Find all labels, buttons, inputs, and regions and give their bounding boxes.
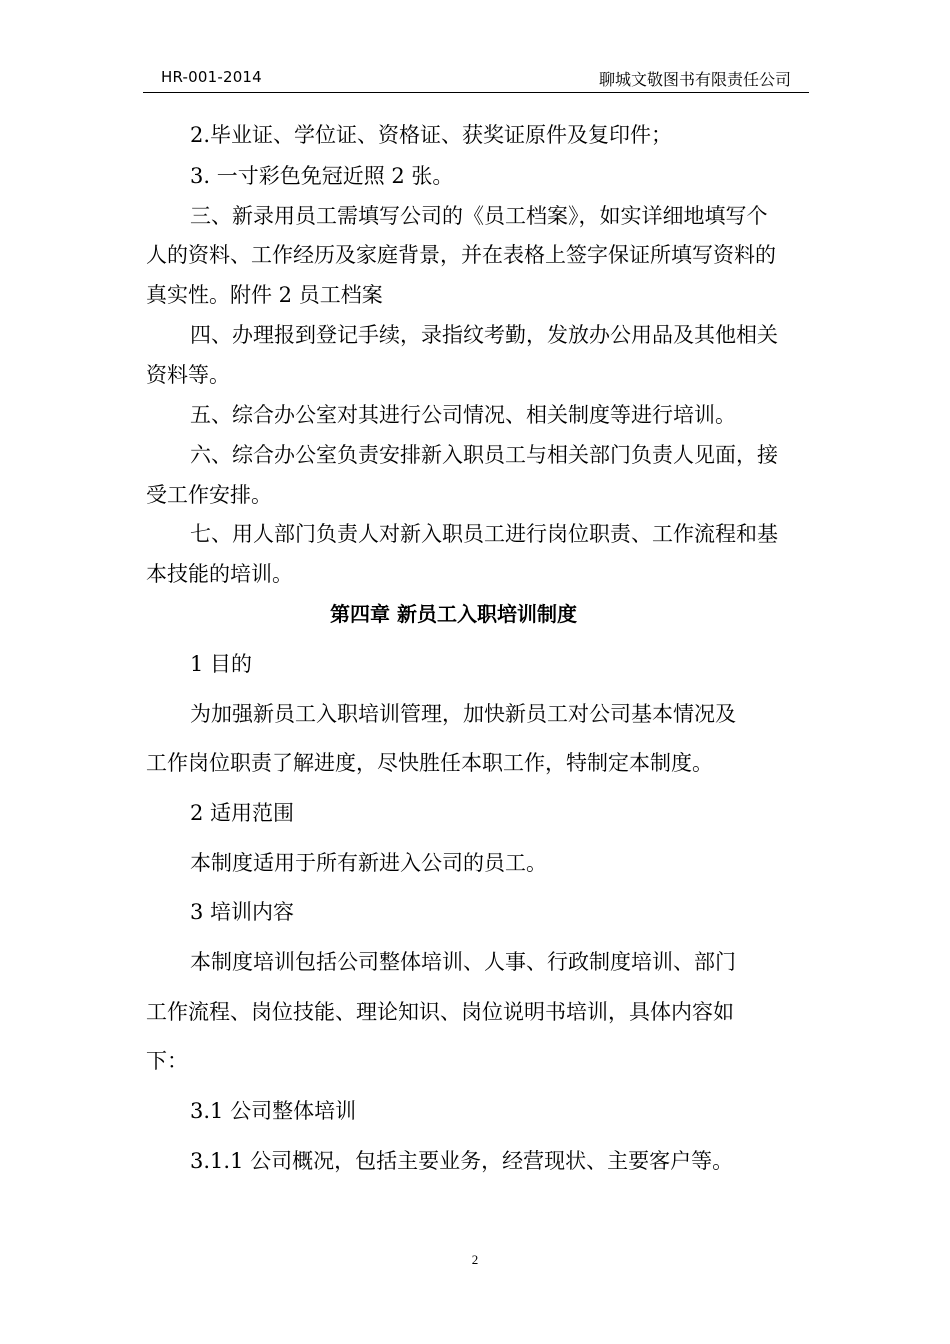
page-header [143, 66, 809, 93]
section-heading: 3 培训内容 [190, 900, 295, 924]
list-item: 2.毕业证、学位证、资格证、获奖证原件及复印件； [190, 123, 673, 147]
paragraph-line: 下： [146, 1049, 188, 1073]
company-name: 聊城文敬图书有限责任公司 [598, 70, 791, 89]
paragraph-line: 受工作安排。 [146, 483, 272, 507]
document-code: HR-001-2014 [161, 68, 262, 86]
paragraph-line: 真实性。附件 2 员工档案 [146, 283, 383, 307]
section-heading: 1 目的 [190, 652, 253, 676]
paragraph-line: 本制度适用于所有新进入公司的员工。 [190, 851, 547, 875]
paragraph-line: 七、用人部门负责人对新入职员工进行岗位职责、工作流程和基 [190, 522, 778, 546]
paragraph-line: 本技能的培训。 [146, 562, 293, 586]
paragraph-line: 本制度培训包括公司整体培训、人事、行政制度培训、部门 [190, 950, 736, 974]
paragraph-line: 资料等。 [146, 363, 230, 387]
subsection-heading: 3.1 公司整体培训 [190, 1099, 357, 1123]
list-item: 3. 一寸彩色免冠近照 2 张。 [190, 164, 454, 188]
paragraph-line: 为加强新员工入职培训管理，加快新员工对公司基本情况及 [190, 702, 736, 726]
paragraph-line: 六、综合办公室负责安排新入职员工与相关部门负责人见面，接 [190, 443, 778, 467]
paragraph-line: 人的资料、工作经历及家庭背景，并在表格上签字保证所填写资料的 [146, 243, 776, 267]
paragraph-line: 3.1.1 公司概况，包括主要业务，经营现状、主要客户等。 [190, 1149, 734, 1173]
paragraph-line: 工作流程、岗位技能、理论知识、岗位说明书培训，具体内容如 [146, 1000, 734, 1024]
paragraph-line: 工作岗位职责了解进度，尽快胜任本职工作，特制定本制度。 [146, 751, 713, 775]
chapter-title: 第四章 新员工入职培训制度 [330, 602, 577, 626]
paragraph-line: 五、综合办公室对其进行公司情况、相关制度等进行培训。 [190, 403, 736, 427]
paragraph-line: 三、新录用员工需填写公司的《员工档案》，如实详细地填写个 [190, 204, 768, 228]
section-heading: 2 适用范围 [190, 801, 295, 825]
paragraph-line: 四、办理报到登记手续，录指纹考勤，发放办公用品及其他相关 [190, 323, 778, 347]
page-number: 2 [471, 1252, 479, 1267]
